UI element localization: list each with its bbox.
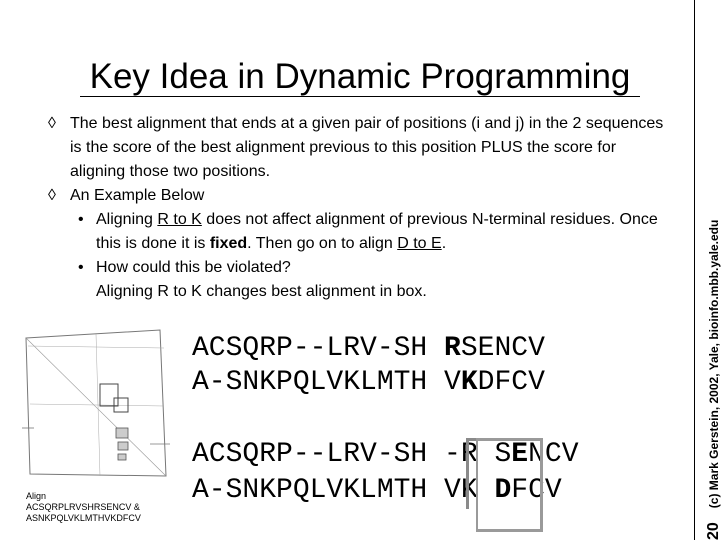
copyright-credit: (c) Mark Gerstein, 2002, Yale, bioinfo.mbb.yale.edu <box>707 219 721 509</box>
bullet-2-text: An Example Below <box>70 187 205 204</box>
bullet-2 <box>48 184 668 208</box>
sub-bullet-1-text <box>96 211 658 252</box>
sub1-underlined-d-to-e: D to E <box>397 235 442 252</box>
align2-bot-prefix: A-SNKPQLVKLMTH <box>192 475 445 506</box>
sub1-end: . <box>441 235 447 252</box>
caption-line-3: ASNKPQLVKLMTHVKDFCV <box>26 513 141 523</box>
alignment-1-top <box>192 332 545 366</box>
align1-bot-prefix: A-SNKPQLVKLMTH <box>192 367 445 398</box>
align2-bot-boxed: VK <box>444 475 478 506</box>
align1-top-suffix: SENCV <box>460 333 545 364</box>
sub1-underlined-r-to-k: R to K <box>157 211 202 228</box>
caption-line-1: Align <box>26 491 47 501</box>
sub-bullet-2-line-1: How could this be violated? <box>96 259 291 276</box>
align2-top-suffix: NCV <box>528 439 579 470</box>
align1-bot-highlight: K <box>460 367 478 398</box>
title-underline <box>80 96 640 97</box>
align1-bot-plain: V <box>444 367 461 398</box>
align2-top-s: S <box>494 439 512 470</box>
dot-bullet-icon: • <box>78 259 84 276</box>
align1-top-highlight: R <box>444 333 461 364</box>
sub-bullet-1 <box>48 208 668 256</box>
page-number: 20 <box>705 522 722 540</box>
side-credit <box>707 220 721 540</box>
diamond-bullet-icon: ◊ <box>48 187 56 204</box>
dot-bullet-icon: • <box>78 211 84 228</box>
align1-top-prefix: ACSQRP--LRV-SH <box>192 333 445 364</box>
bullet-1 <box>48 112 668 184</box>
alignment-box-frame <box>476 438 543 532</box>
alignment-1-bottom <box>192 366 545 400</box>
sub-bullet-2 <box>48 256 668 304</box>
bullet-list <box>48 112 668 304</box>
matrix-caption <box>26 491 141 524</box>
align2-top-boxed: -R <box>444 439 478 470</box>
sub1-mid: does not affect alignment of previous N-terminal residues. Once this is done it is <box>96 211 658 252</box>
sub1-pre: Aligning <box>96 211 158 228</box>
align2-bot-suffix: FCV <box>511 475 562 506</box>
align2-top-prefix: ACSQRP--LRV-SH <box>192 439 445 470</box>
sub1-mid2: . Then go on to align <box>247 235 398 252</box>
slide-title: Key Idea in Dynamic Programming <box>89 57 631 96</box>
align1-bot-suffix: DFCV <box>477 367 545 398</box>
diamond-bullet-icon: ◊ <box>48 115 56 132</box>
sub-bullet-2-line-2: Aligning R to K changes best alignment in box. <box>96 283 427 300</box>
bullet-1-text: The best alignment that ends at a given pair of positions (i and j) in the 2 sequences is the score of the best alignment previous to this position PLUS the score for aligning those two positions. <box>70 115 664 180</box>
align2-top-highlight: E <box>511 439 529 470</box>
align2-bot-highlight: D <box>494 475 512 506</box>
dot-matrix-sketch <box>20 326 170 481</box>
sub1-bold-fixed: fixed <box>209 235 248 252</box>
caption-line-2: ACSQRPLRVSHRSENCV & <box>26 502 140 512</box>
